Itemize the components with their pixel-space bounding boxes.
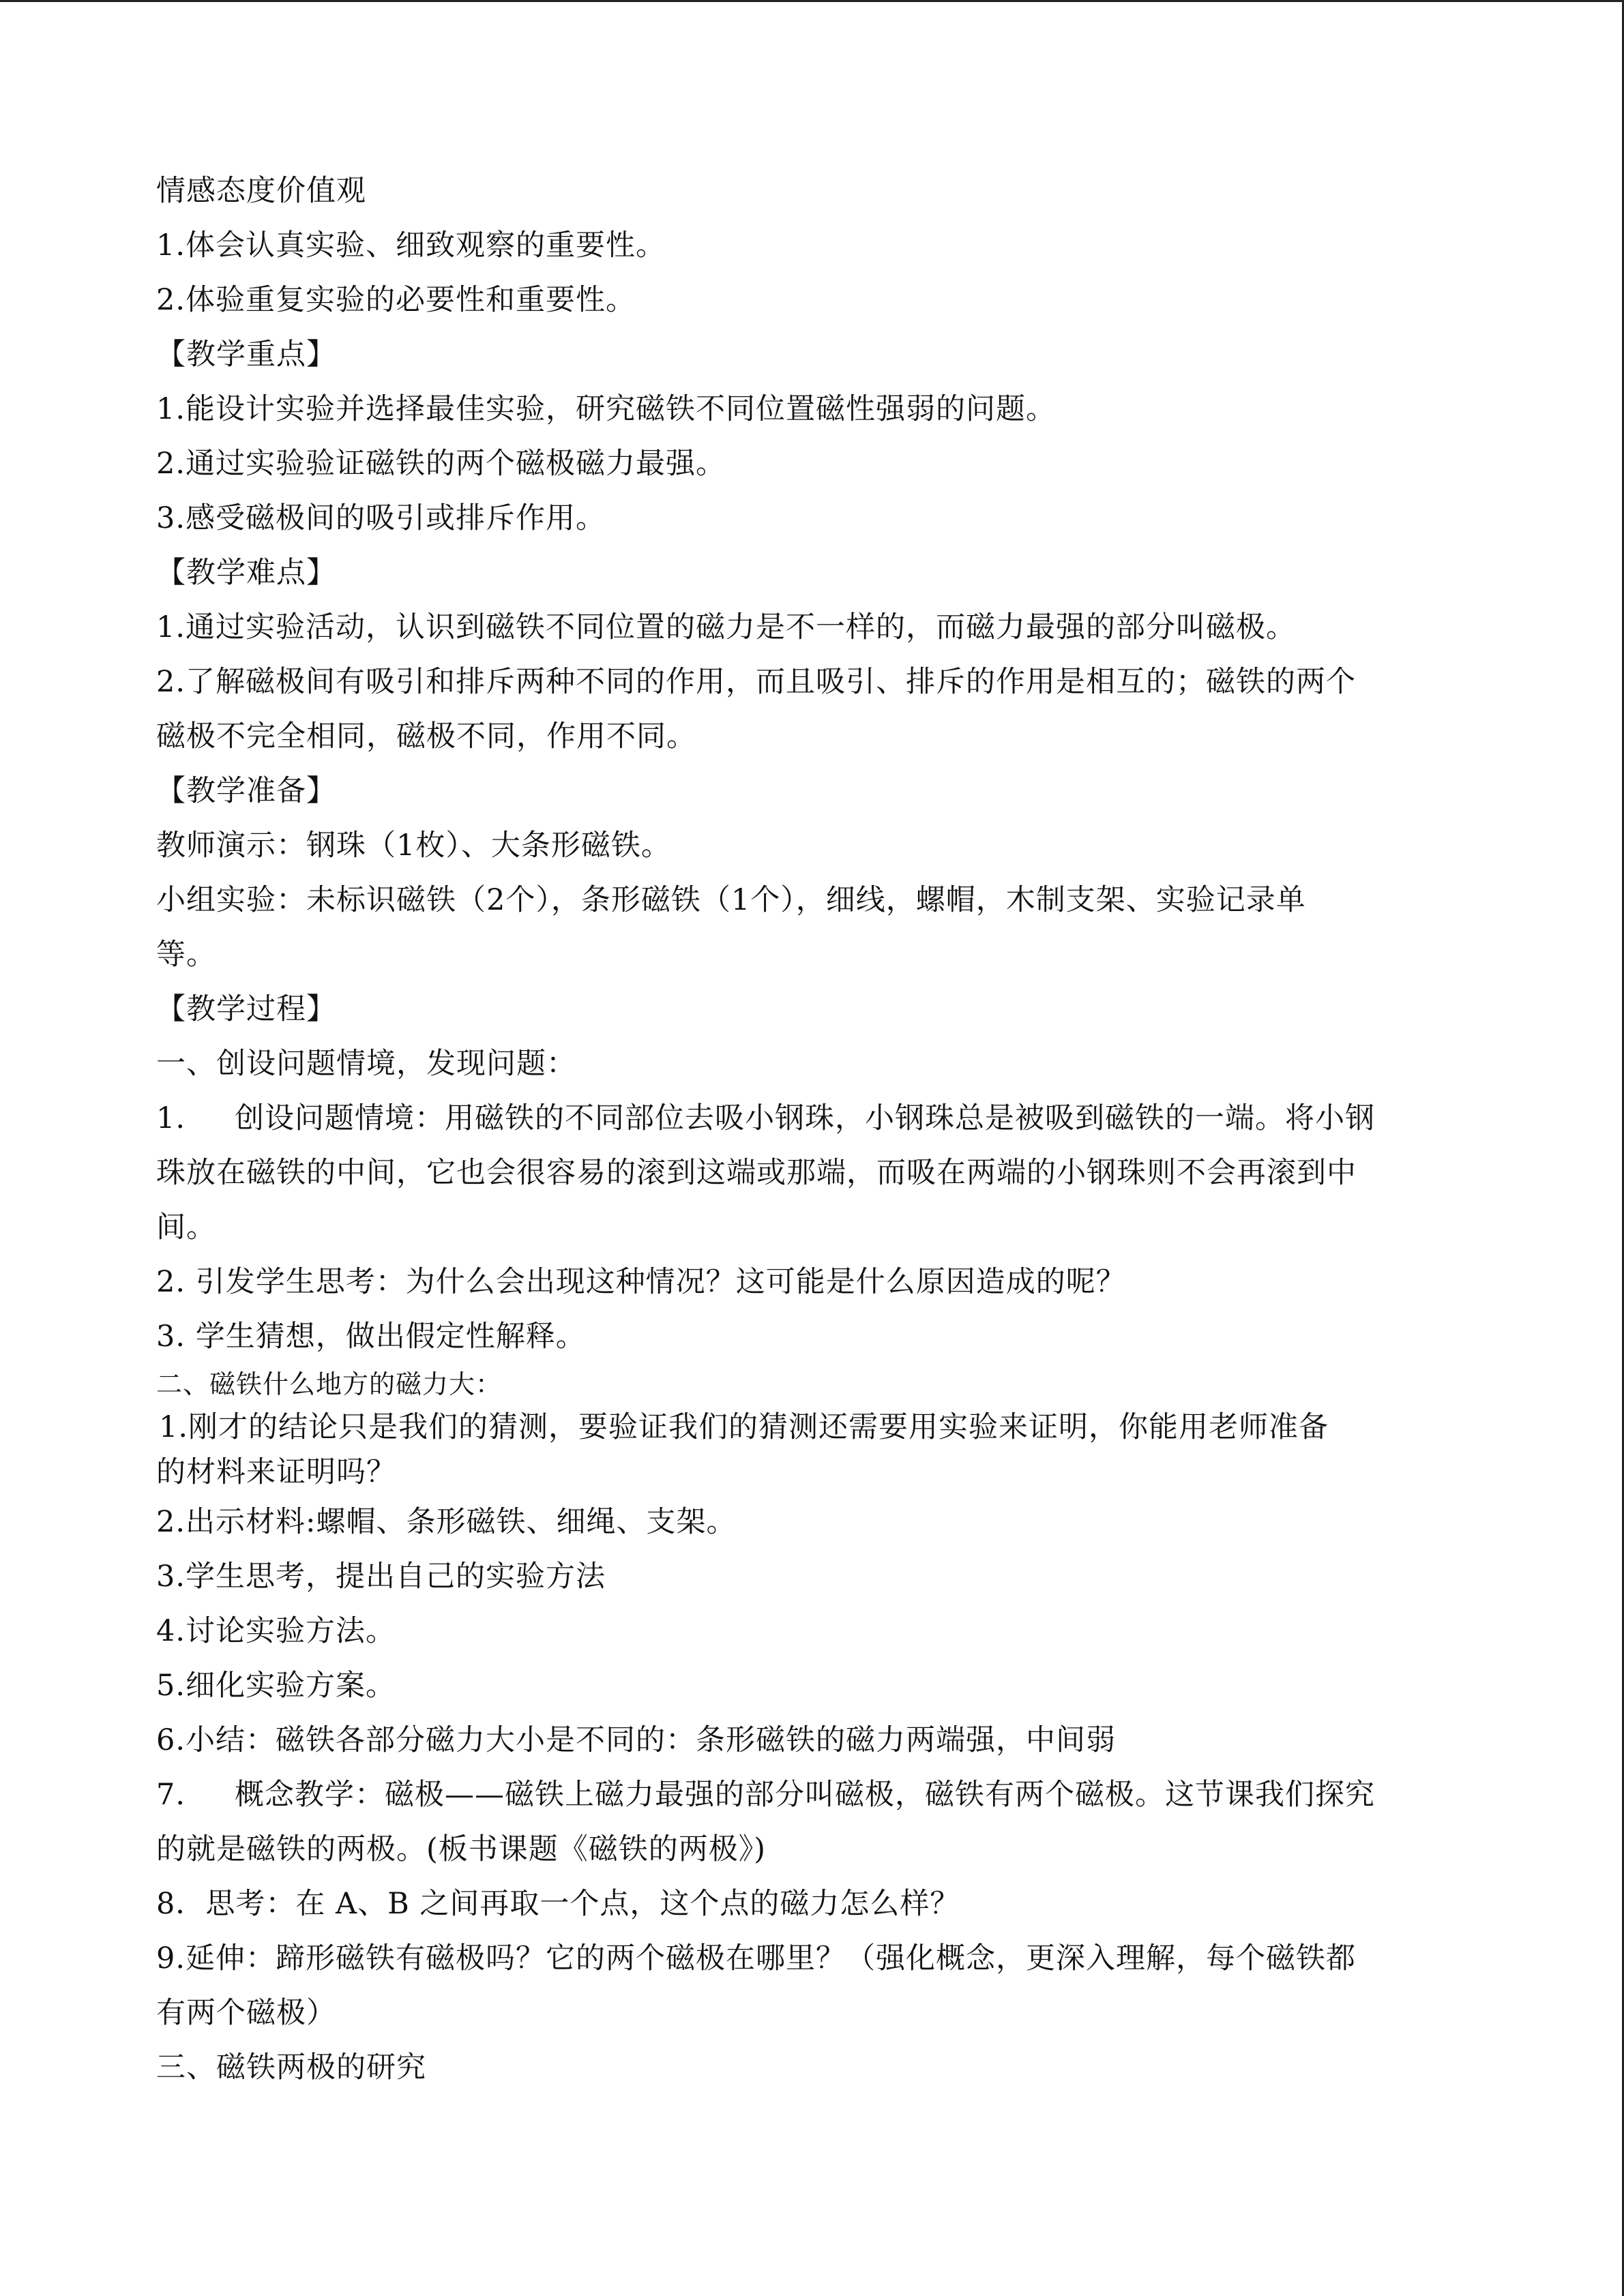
paragraph-line: 1.刚才的结论只是我们的猜测，要验证我们的猜测还需要用实验来证明，你能用老师准备 bbox=[159, 1410, 1329, 1444]
paragraph-line bbox=[156, 1091, 1473, 1146]
list-number: 1. bbox=[156, 1101, 186, 1135]
paragraph-line: 的材料来证明吗？ bbox=[156, 1455, 396, 1489]
paragraph-line: 等。 bbox=[156, 938, 216, 972]
paragraph-line: 2.出示材料:螺帽、条形磁铁、细绳、支架。 bbox=[156, 1505, 737, 1539]
paragraph-line: 5.细化实验方案。 bbox=[156, 1669, 396, 1703]
paragraph-line: 教师演示：钢珠（1枚）、大条形磁铁。 bbox=[156, 829, 671, 863]
paragraph-line: 磁极不完全相同，磁极不同，作用不同。 bbox=[156, 719, 696, 754]
subsection-heading-2: 二、磁铁什么地方的磁力大： bbox=[156, 1369, 503, 1399]
section-heading-preparation: 【教学准备】 bbox=[156, 774, 336, 808]
paragraph-line: 2.通过实验验证磁铁的两个磁极磁力最强。 bbox=[156, 447, 726, 481]
document-body bbox=[156, 164, 1473, 2095]
section-heading-process: 【教学过程】 bbox=[156, 992, 336, 1026]
paragraph-line: 3. 学生猜想，做出假定性解释。 bbox=[156, 1320, 586, 1354]
paragraph-line: 1.通过实验活动，认识到磁铁不同位置的磁力是不一样的，而磁力最强的部分叫磁极。 bbox=[156, 610, 1297, 644]
section-heading-difficulties: 【教学难点】 bbox=[156, 556, 336, 590]
section-heading-key-points: 【教学重点】 bbox=[156, 338, 336, 372]
page-border-top bbox=[0, 0, 1624, 2]
paragraph-line: 1.体会认真实验、细致观察的重要性。 bbox=[156, 228, 666, 263]
paragraph-line: 的就是磁铁的两极。(板书课题《磁铁的两极》) bbox=[156, 1832, 767, 1866]
list-text: 创设问题情境：用磁铁的不同部位去吸小钢珠，小钢珠总是被吸到磁铁的一端。将小钢 bbox=[235, 1101, 1376, 1135]
paragraph-line: 3.感受磁极间的吸引或排斥作用。 bbox=[156, 501, 606, 535]
paragraph-line: 有两个磁极） bbox=[156, 1996, 336, 2030]
subsection-heading-1: 一、创设问题情境，发现问题： bbox=[156, 1047, 576, 1081]
paragraph-line: 1.能设计实验并选择最佳实验，研究磁铁不同位置磁性强弱的问题。 bbox=[156, 392, 1057, 426]
paragraph-line: 间。 bbox=[156, 1210, 216, 1244]
subsection-heading-3: 三、磁铁两极的研究 bbox=[156, 2051, 426, 2085]
list-number: 7. bbox=[156, 1778, 186, 1812]
paragraph-line: 小组实验：未标识磁铁（2个），条形磁铁（1个），细线，螺帽，木制支架、实验记录单 bbox=[156, 883, 1306, 917]
paragraph-line: 2.体验重复实验的必要性和重要性。 bbox=[156, 283, 636, 317]
section-heading-attitude: 情感态度价值观 bbox=[156, 174, 366, 208]
paragraph-line: 9.延伸：蹄形磁铁有磁极吗？它的两个磁极在哪里？（强化概念，更深入理解，每个磁铁都 bbox=[156, 1941, 1357, 1976]
paragraph-line: 8．思考：在 A、B 之间再取一个点，这个点的磁力怎么样？ bbox=[156, 1887, 960, 1921]
list-text: 概念教学：磁极——磁铁上磁力最强的部分叫磁极，磁铁有两个磁极。这节课我们探究 bbox=[235, 1778, 1376, 1812]
paragraph-line: 2.了解磁极间有吸引和排斥两种不同的作用，而且吸引、排斥的作用是相互的；磁铁的两个 bbox=[156, 665, 1357, 699]
paragraph-line: 4.讨论实验方法。 bbox=[156, 1614, 396, 1648]
paragraph-line: 6.小结：磁铁各部分磁力大小是不同的：条形磁铁的磁力两端强，中间弱 bbox=[156, 1723, 1117, 1757]
paragraph-line bbox=[156, 1768, 1473, 1822]
paragraph-line: 珠放在磁铁的中间，它也会很容易的滚到这端或那端，而吸在两端的小钢珠则不会再滚到中 bbox=[156, 1156, 1357, 1190]
paragraph-line: 3.学生思考，提出自己的实验方法 bbox=[156, 1560, 606, 1594]
paragraph-line: 2. 引发学生思考：为什么会出现这种情况？这可能是什么原因造成的呢？ bbox=[156, 1265, 1126, 1299]
